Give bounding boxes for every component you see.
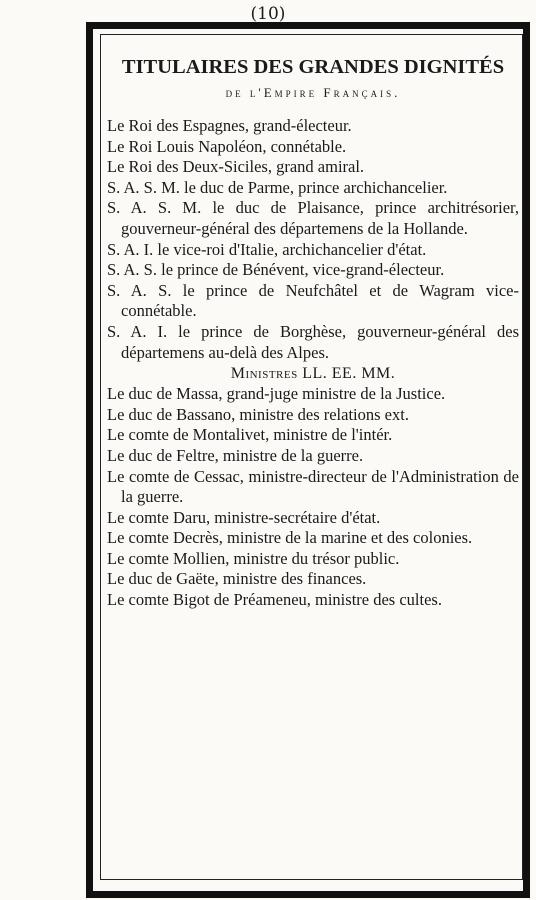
page-content — [107, 54, 519, 611]
page-subtitle: de l'Empire Français. — [225, 85, 401, 100]
dignitary-entry: S. A. S. M. le duc de Parme, prince archichancelier. — [107, 177, 448, 197]
dignitary-entry: Le Roi des Deux-Siciles, grand amiral. — [107, 157, 365, 177]
dignitaries-list — [107, 116, 519, 363]
page-title: TITULAIRES DES GRANDES DIGNITÉS — [121, 56, 505, 78]
minister-entry: Le duc de Bassano, ministre des relations ext. — [107, 404, 409, 424]
ministers-heading-suffix: LL. EE. MM. — [302, 365, 396, 383]
minister-entry: Le comte Decrès, ministre de la marine et des colonies. — [107, 528, 473, 548]
ministers-heading — [107, 363, 519, 384]
dignitary-entry: S. A. S. M. le duc de Plaisance, prince architrésorier, gouverneur-général des départemens de la Hollande. — [107, 198, 519, 238]
page-number: (10) — [250, 4, 286, 24]
dignitary-entry: S. A. S. le prince de Neufchâtel et de Wagram vice-connétable. — [107, 280, 519, 321]
dignitary-entry: Le Roi Louis Napoléon, connétable. — [107, 136, 347, 156]
dignitary-entry: S. A. I. le prince de Borghèse, gouverneur-général des départemens au-delà des Alpes. — [107, 321, 519, 362]
minister-entry: Le duc de Gaëte, ministre des finances. — [107, 569, 367, 589]
minister-entry: Le comte de Cessac, ministre-directeur de l'Administration de la guerre. — [107, 466, 519, 507]
ministers-heading-prefix: Ministres — [230, 365, 298, 383]
minister-entry: Le comte Bigot de Préameneu, ministre des cultes. — [107, 590, 442, 610]
ministers-list — [107, 384, 519, 611]
dignitary-entry: S. A. S. le prince de Bénévent, vice-grand-électeur. — [107, 260, 445, 280]
minister-entry: Le comte de Montalivet, ministre de l'intér. — [107, 425, 393, 445]
minister-entry: Le duc de Feltre, ministre de la guerre. — [107, 445, 364, 465]
dignitary-entry: Le Roi des Espagnes, grand-électeur. — [107, 116, 352, 135]
dignitary-entry: S. A. I. le vice-roi d'Italie, archichancelier d'état. — [107, 239, 427, 259]
minister-entry: Le comte Mollien, ministre du trésor public. — [107, 548, 400, 568]
minister-entry: Le duc de Massa, grand-juge ministre de la Justice. — [107, 384, 446, 404]
minister-entry: Le comte Daru, ministre-secrétaire d'état. — [107, 507, 381, 527]
